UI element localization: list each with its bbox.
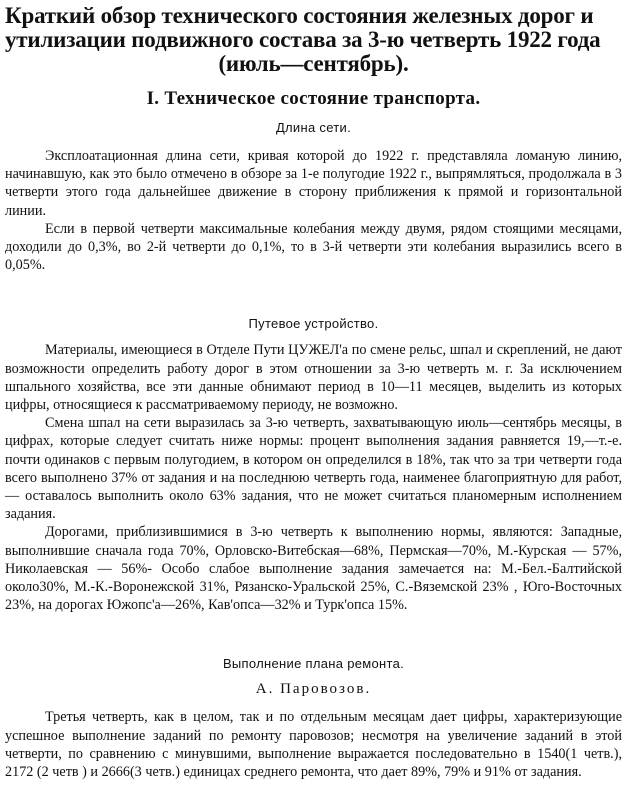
subheading-locomotives: А. Паровозов. (255, 681, 372, 698)
subheading-network-length: Длина сети. (275, 120, 352, 135)
subheading-repair-plan: Выполнение плана ремонта. (222, 656, 405, 672)
subheading-track: Путевое устройство. (248, 316, 379, 332)
section-heading: I. Техническое состояние транспорта. (146, 88, 481, 109)
title-line-3: (июль—сентябрь). (218, 51, 409, 76)
paragraph: Материалы, имеющиеся в Отделе Пути ЦУЖЕЛ'а по смене рельс, шпал и скреплений, не дают возможности определить работу дорог в этом отношении за 3-ю четверть м. г. За исключением шпального хозяйства, все эти данные обнимают период в 10—11 месяцев, выделить из которых цифры, относящиеся к рассматриваемому периоду, не возможно. (5, 342, 622, 414)
paragraph: Смена шпал на сети выразилась за 3-ю четверть, захватывающую июль—сентябрь месяцы, в цифрах, которые следует считать ниже нормы: процент выполнения задания равняется 19,—т.-е. почти одинаков с первым полугодием, в котором он определился в 18%, так что за три четверти года всего выполнено 37% от задания и на последнюю четверть года, наименее благоприятную для работ, — оставалось выполнить около 63% задания, что не может считаться планомерным исполнением задания. (5, 415, 622, 523)
title-line-2: утилизации подвижного состава за 3-ю четверть 1922 года (5, 27, 601, 52)
paragraph: Дорогами, приблизившимися в 3-ю четверть к выполнению нормы, являются: Западные, выполнившие сначала года 70%, Орловско-Витебская—68%, Пермская—70%, М.-Курская — 57%, Николаевская — 56%- Особо слабое выполнение задания замечается на: М.-Бел.-Балтийской около30%, М.-К.-Воронежской 31%, Рязанско-Уральской 25%, С.-Вяземской 23% , Юго-Восточных 23%, на дорогах Южопс'а—26%, Кав'опса—32% и Турк'опса 15%. (5, 524, 622, 614)
paragraph: Третья четверть, как в целом, так и по отдельным месяцам дает цифры, характеризующие успешное выполнение заданий по ремонту паровозов; несмотря на увеличение заданий в этой четверти, по сравнению с минувшими, выполнение выражается последовательно в 1540(1 четв.), 2172 (2 четв ) и 2666(3 четв.) единицах среднего ремонта, что дает 89%, 79% и 91% от задания. (5, 709, 622, 781)
paragraph: Эксплоатационная длина сети, кривая которой до 1922 г. представляла ломаную линию, начинавшую, как это было отмечено в обзоре за 1-е полугодие 1922 г., выпрямляться, продолжала в 3 четверти этого года дальнейшее движение в сторону приближения к прямой и горизонтальной линии. (5, 148, 622, 219)
document-title (5, 4, 622, 76)
paragraph: Если в первой четверти максимальные колебания между двумя, рядом стоящими месяцами, доходили до 0,3%, во 2-й четверти до 0,1%, то в 3-й четверти эти колебания выразились всего в 0,05%. (5, 220, 622, 274)
title-line-1: Краткий обзор технического состояния железных дорог и (5, 3, 594, 28)
